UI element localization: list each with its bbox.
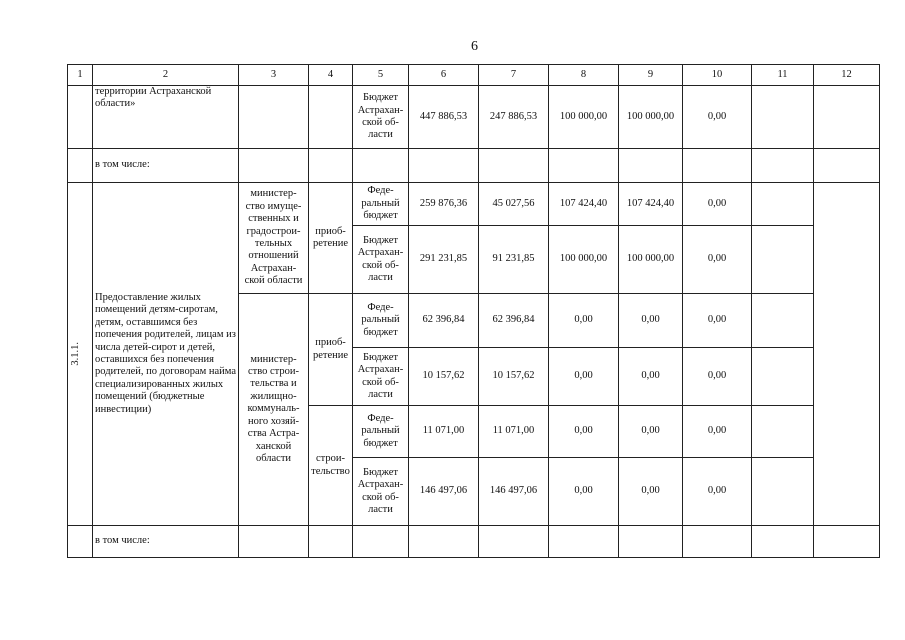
source-cell: Феде-ральный бюджет	[353, 406, 409, 458]
value-cell: 0,00	[683, 86, 752, 149]
measure-cell: Предоставление жилых помещений детям-сиротам, детям, оставшимся без попечения родителей, лицам из числа детей-сирот и детей, оставшихся без попечения родителей, по договорам найма специализированных жилых помещений (бюджетные инвестиции)	[93, 183, 239, 526]
header-row	[68, 65, 880, 86]
page-number: 6	[471, 39, 478, 54]
type-cell: приоб-ретение	[309, 183, 353, 294]
value-cell: 0,00	[683, 183, 752, 226]
value-cell: 447 886,53	[409, 86, 479, 149]
value-cell: 0,00	[619, 406, 683, 458]
source-cell: Феде-ральный бюджет	[353, 294, 409, 348]
value-cell: 291 231,85	[409, 226, 479, 294]
value-cell: 100 000,00	[549, 226, 619, 294]
value-cell: 0,00	[549, 458, 619, 526]
table-row	[68, 526, 880, 558]
value-cell: 107 424,40	[619, 183, 683, 226]
type-cell: строи-тельство	[309, 406, 353, 526]
in-that-number-label: в том числе:	[93, 149, 239, 183]
value-cell: 146 497,06	[479, 458, 549, 526]
value-cell: 62 396,84	[409, 294, 479, 348]
header-cell: 4	[309, 65, 353, 86]
header-cell: 11	[752, 65, 814, 86]
value-cell: 10 157,62	[479, 348, 549, 406]
value-cell: 0,00	[683, 294, 752, 348]
header-cell: 2	[93, 65, 239, 86]
header-cell: 10	[683, 65, 752, 86]
value-cell: 0,00	[683, 458, 752, 526]
value-cell: 0,00	[549, 348, 619, 406]
header-cell: 3	[239, 65, 309, 86]
header-cell: 12	[814, 65, 880, 86]
type-cell: приоб-ретение	[309, 294, 353, 406]
value-cell: 0,00	[619, 294, 683, 348]
header-cell: 7	[479, 65, 549, 86]
executor-cell: министер-ство имуще-ственных и градострои-тельных отношений Астрахан-ской области	[239, 183, 309, 294]
value-cell: 146 497,06	[409, 458, 479, 526]
table-row	[68, 149, 880, 183]
value-cell: 100 000,00	[619, 226, 683, 294]
source-cell: Бюджет Астрахан-ской об-ласти	[353, 86, 409, 149]
source-cell: Бюджет Астрахан-ской об-ласти	[353, 226, 409, 294]
value-cell: 0,00	[683, 406, 752, 458]
value-cell: 0,00	[549, 294, 619, 348]
header-cell: 9	[619, 65, 683, 86]
section-code-cell	[68, 183, 93, 526]
header-cell: 5	[353, 65, 409, 86]
section-code: 3.1.1.	[70, 342, 81, 366]
value-cell: 0,00	[549, 406, 619, 458]
value-cell: 45 027,56	[479, 183, 549, 226]
value-cell: 100 000,00	[549, 86, 619, 149]
header-cell: 6	[409, 65, 479, 86]
value-cell: 100 000,00	[619, 86, 683, 149]
source-cell: Бюджет Астрахан-ской об-ласти	[353, 458, 409, 526]
territory-cell: территории Астраханской области»	[93, 86, 239, 149]
value-cell: 0,00	[619, 458, 683, 526]
value-cell: 259 876,36	[409, 183, 479, 226]
header-cell: 1	[68, 65, 93, 86]
budget-table	[67, 64, 880, 558]
table-row	[68, 86, 880, 149]
value-cell: 247 886,53	[479, 86, 549, 149]
value-cell: 107 424,40	[549, 183, 619, 226]
value-cell: 91 231,85	[479, 226, 549, 294]
value-cell: 11 071,00	[479, 406, 549, 458]
value-cell: 0,00	[619, 348, 683, 406]
value-cell: 10 157,62	[409, 348, 479, 406]
executor-cell: министер-ство строи-тельства и жилищно-коммуналь-ного хозяй-ства Астра-ханской области	[239, 294, 309, 526]
value-cell: 62 396,84	[479, 294, 549, 348]
value-cell: 0,00	[683, 348, 752, 406]
table-row	[68, 183, 880, 226]
value-cell: 11 071,00	[409, 406, 479, 458]
source-cell: Бюджет Астрахан-ской об-ласти	[353, 348, 409, 406]
in-that-number-label: в том числе:	[93, 526, 239, 558]
value-cell: 0,00	[683, 226, 752, 294]
source-cell: Феде-ральный бюджет	[353, 183, 409, 226]
header-cell: 8	[549, 65, 619, 86]
